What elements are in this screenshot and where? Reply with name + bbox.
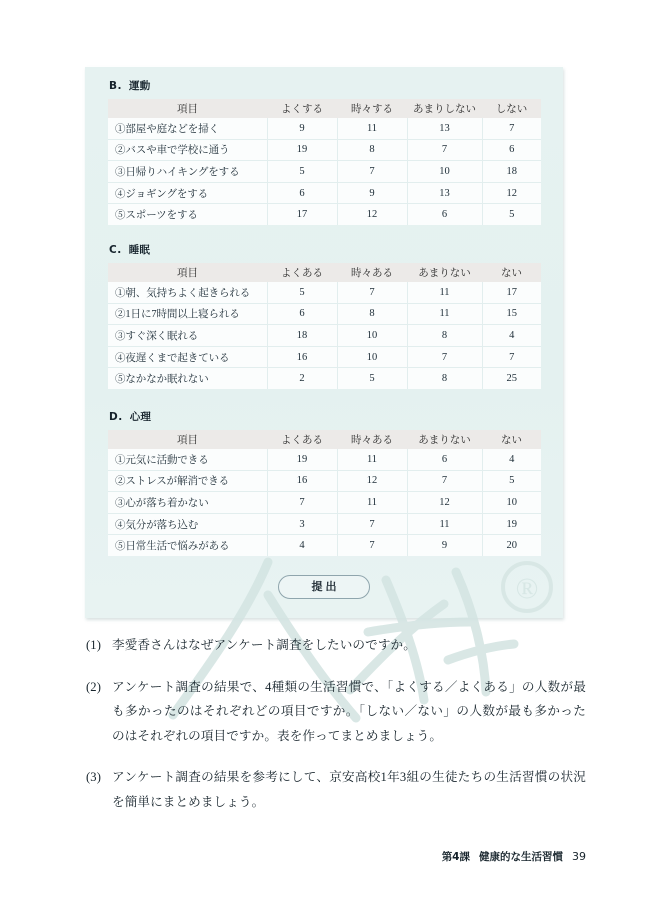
row-value: 6	[407, 449, 482, 470]
table-row	[108, 161, 541, 183]
row-value: 6	[267, 303, 337, 325]
section-c-letter: C.	[109, 244, 122, 256]
table-row	[108, 325, 541, 347]
row-item-label: ③日帰りハイキングをする	[108, 161, 267, 183]
survey-section-b	[85, 79, 563, 222]
table-row	[108, 182, 541, 204]
row-value: 12	[407, 492, 482, 514]
row-value: 6	[407, 204, 482, 225]
table-row	[108, 282, 541, 303]
row-value: 18	[482, 161, 541, 183]
row-value: 5	[337, 368, 407, 389]
submit-button[interactable]: 提出	[278, 575, 370, 599]
survey-section-c	[85, 243, 563, 386]
row-item-label: ①部屋や庭などを掃く	[108, 118, 267, 139]
row-value: 13	[407, 118, 482, 139]
row-value: 11	[337, 492, 407, 514]
row-value: 5	[482, 470, 541, 492]
row-item-label: ④ジョギングをする	[108, 182, 267, 204]
row-item-label: ③心が落ち着かない	[108, 492, 267, 514]
row-value: 5	[482, 204, 541, 225]
survey-section-d	[85, 410, 563, 553]
row-value: 7	[267, 492, 337, 514]
row-value: 10	[337, 325, 407, 347]
row-value: 15	[482, 303, 541, 325]
row-value: 10	[407, 161, 482, 183]
row-item-label: ⑤なかなか眠れない	[108, 368, 267, 389]
survey-panel	[85, 67, 563, 618]
row-value: 13	[407, 182, 482, 204]
table-row	[108, 449, 541, 470]
section-b-label	[109, 79, 563, 93]
row-value: 9	[267, 118, 337, 139]
table-row	[108, 204, 541, 225]
table-row	[108, 346, 541, 368]
table-row	[108, 470, 541, 492]
page-footer	[442, 849, 586, 864]
question-text: 李愛香さんはなぜアンケート調査をしたいのですか。	[112, 638, 416, 652]
table-header-row	[108, 430, 541, 449]
row-value: 8	[407, 368, 482, 389]
submit-row	[85, 575, 563, 599]
row-value: 7	[407, 346, 482, 368]
row-value: 9	[337, 182, 407, 204]
section-b-title: 運動	[129, 80, 151, 92]
row-value: 18	[267, 325, 337, 347]
row-value: 5	[267, 161, 337, 183]
row-value: 16	[267, 470, 337, 492]
row-value: 19	[267, 449, 337, 470]
column-header-opt-1: よくする	[267, 99, 337, 118]
column-header-opt-1: よくある	[267, 263, 337, 282]
table-header-row	[108, 99, 541, 118]
row-value: 7	[407, 470, 482, 492]
column-header-opt-3: あまりない	[407, 430, 482, 449]
row-value: 11	[337, 118, 407, 139]
table-row	[108, 535, 541, 556]
row-value: 11	[337, 449, 407, 470]
question-number: (2)	[86, 679, 101, 694]
column-header-item: 項目	[108, 430, 267, 449]
row-value: 8	[337, 139, 407, 161]
footer-lesson: 第4課	[441, 851, 470, 863]
page-number: 39	[572, 850, 586, 863]
row-value: 12	[482, 182, 541, 204]
row-value: 17	[482, 282, 541, 303]
row-value: 25	[482, 368, 541, 389]
row-value: 7	[337, 535, 407, 556]
row-value: 6	[482, 139, 541, 161]
survey-table-c	[108, 263, 541, 389]
section-d-label	[109, 410, 563, 424]
section-d-title: 心理	[129, 411, 152, 423]
question-number: (1)	[86, 638, 101, 652]
footer-lesson-title: 健康的な生活習慣	[479, 851, 563, 863]
row-value: 7	[337, 161, 407, 183]
row-value: 16	[267, 346, 337, 368]
table-header-row	[108, 263, 541, 282]
table-row	[108, 118, 541, 139]
row-value: 12	[337, 204, 407, 225]
row-value: 17	[267, 204, 337, 225]
row-value: 10	[482, 492, 541, 514]
column-header-opt-2: 時々ある	[337, 263, 407, 282]
row-value: 19	[482, 513, 541, 535]
table-row	[108, 492, 541, 514]
row-value: 19	[267, 139, 337, 161]
table-row	[108, 303, 541, 325]
row-value: 11	[407, 513, 482, 535]
question-item	[86, 633, 586, 658]
row-value: 9	[407, 535, 482, 556]
row-value: 7	[337, 513, 407, 535]
row-value: 10	[337, 346, 407, 368]
column-header-opt-3: あまりない	[407, 263, 482, 282]
row-value: 7	[482, 118, 541, 139]
survey-table-d	[108, 430, 541, 556]
section-c-label	[109, 243, 563, 257]
row-value: 11	[407, 303, 482, 325]
row-value: 4	[267, 535, 337, 556]
row-item-label: ①元気に活動できる	[108, 449, 267, 470]
row-item-label: ②ストレスが解消できる	[108, 470, 267, 492]
row-value: 8	[337, 303, 407, 325]
row-item-label: ③すぐ深く眠れる	[108, 325, 267, 347]
table-row	[108, 368, 541, 389]
column-header-opt-4: ない	[482, 263, 541, 282]
row-value: 8	[407, 325, 482, 347]
row-value: 7	[337, 282, 407, 303]
row-value: 5	[267, 282, 337, 303]
question-text: アンケート調査の結果を参考にして、京安高校1年3組の生徒たちの生活習慣の状況を簡単にまとめましょう。	[112, 770, 586, 809]
section-d-letter: D.	[109, 411, 123, 423]
watermark-registered-mark: ®	[515, 572, 539, 605]
row-item-label: ⑤スポーツをする	[108, 204, 267, 225]
row-item-label: ④夜遅くまで起きている	[108, 346, 267, 368]
row-value: 12	[337, 470, 407, 492]
question-item	[86, 765, 586, 814]
column-header-opt-3: あまりしない	[407, 99, 482, 118]
row-value: 3	[267, 513, 337, 535]
question-number: (3)	[86, 770, 101, 784]
row-value: 6	[267, 182, 337, 204]
row-item-label: ⑤日常生活で悩みがある	[108, 535, 267, 556]
column-header-opt-2: 時々ある	[337, 430, 407, 449]
row-item-label: ①朝、気持ちよく起きられる	[108, 282, 267, 303]
row-value: 2	[267, 368, 337, 389]
table-row	[108, 139, 541, 161]
row-value: 20	[482, 535, 541, 556]
questions-list	[86, 633, 586, 831]
row-value: 11	[407, 282, 482, 303]
column-header-item: 項目	[108, 263, 267, 282]
column-header-item: 項目	[108, 99, 267, 118]
row-value: 4	[482, 325, 541, 347]
column-header-opt-2: 時々する	[337, 99, 407, 118]
column-header-opt-4: しない	[482, 99, 541, 118]
column-header-opt-1: よくある	[267, 430, 337, 449]
row-item-label: ②バスや車で学校に通う	[108, 139, 267, 161]
survey-table-b	[108, 99, 541, 225]
row-item-label: ②1日に7時間以上寝られる	[108, 303, 267, 325]
row-value: 4	[482, 449, 541, 470]
row-item-label: ④気分が落ち込む	[108, 513, 267, 535]
section-c-title: 睡眠	[128, 244, 151, 256]
column-header-opt-4: ない	[482, 430, 541, 449]
row-value: 7	[407, 139, 482, 161]
table-row	[108, 513, 541, 535]
question-text: アンケート調査の結果で、4種類の生活習慣で、「よくする／よくある」の人数が最も多かったのはそれぞれどの項目ですか。「しない／ない」の人数が最も多かったのはそれぞれの項目ですか。表を作ってまとめましょう。	[112, 679, 586, 743]
section-b-letter: B.	[109, 80, 122, 92]
question-item	[86, 675, 586, 749]
row-value: 7	[482, 346, 541, 368]
